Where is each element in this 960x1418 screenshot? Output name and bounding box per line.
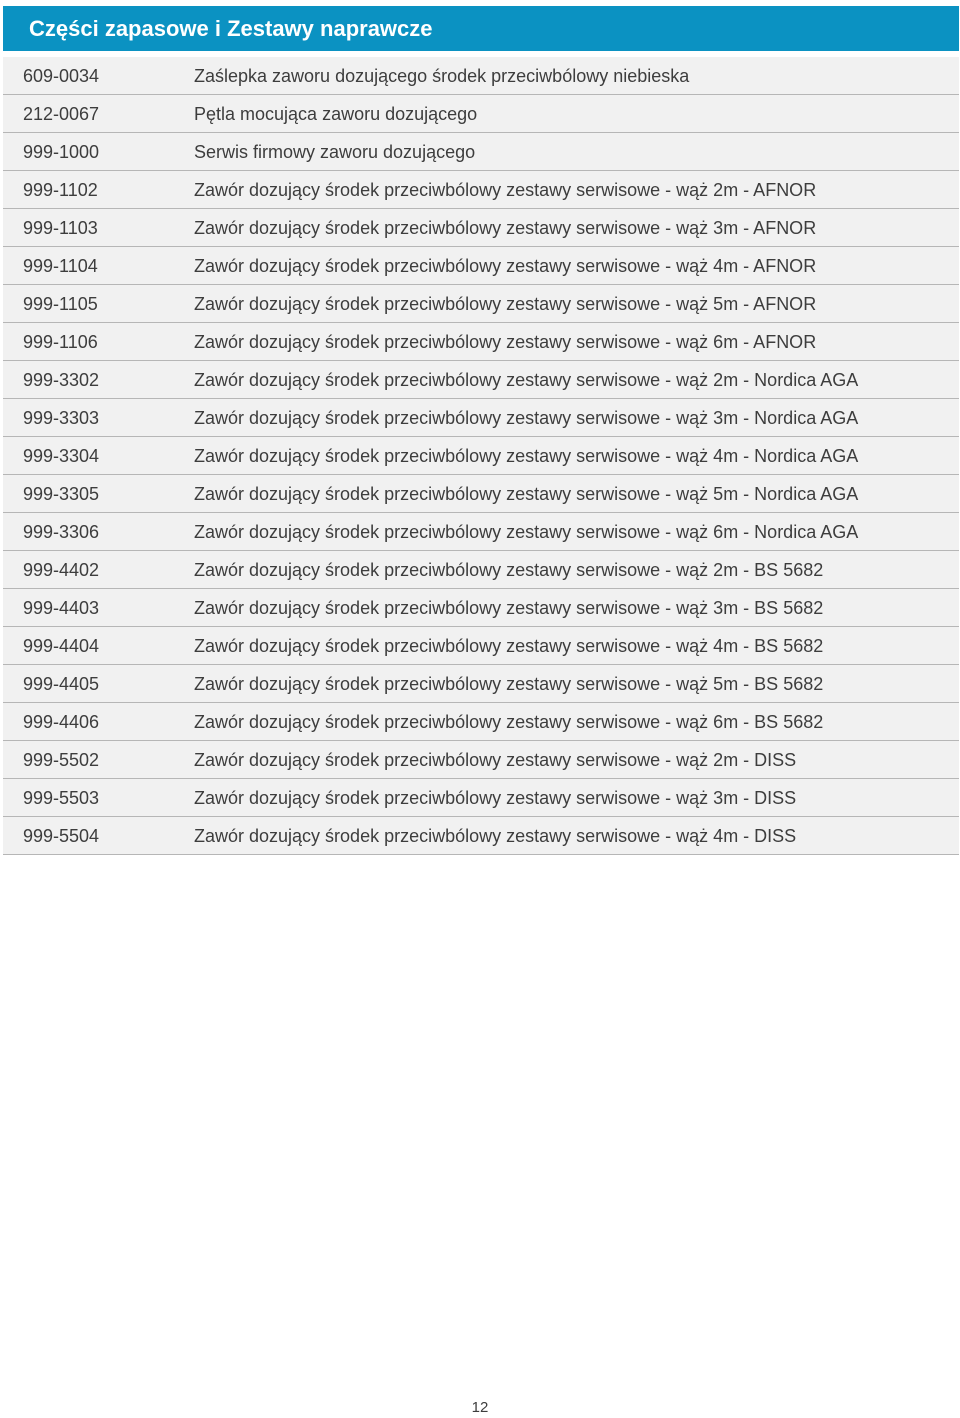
part-code: 999-3304 [23, 446, 100, 466]
table-row [3, 665, 959, 703]
part-description: Zawór dozujący środek przeciwbólowy zestawy serwisowe - wąż 3m - Nordica AGA [194, 408, 859, 428]
page-number: 12 [471, 1399, 489, 1416]
part-description: Zawór dozujący środek przeciwbólowy zestawy serwisowe - wąż 5m - BS 5682 [194, 674, 824, 694]
part-description: Zawór dozujący środek przeciwbólowy zestawy serwisowe - wąż 5m - Nordica AGA [194, 484, 859, 504]
part-code: 999-3305 [23, 484, 100, 504]
part-description: Zaślepka zaworu dozującego środek przeciwbólowy niebieska [194, 66, 690, 86]
table-row [3, 399, 959, 437]
part-code: 999-3303 [23, 408, 100, 428]
part-code: 999-1105 [23, 294, 98, 314]
part-description: Zawór dozujący środek przeciwbólowy zestawy serwisowe - wąż 5m - AFNOR [194, 294, 817, 314]
part-code: 999-1106 [23, 332, 98, 352]
table-row [3, 589, 959, 627]
part-description: Zawór dozujący środek przeciwbólowy zestawy serwisowe - wąż 4m - BS 5682 [194, 636, 824, 656]
table-row [3, 171, 959, 209]
part-description: Serwis firmowy zaworu dozującego [194, 142, 476, 162]
part-description: Zawór dozujący środek przeciwbólowy zestawy serwisowe - wąż 3m - DISS [194, 788, 797, 808]
part-code: 999-3306 [23, 522, 100, 542]
part-description: Zawór dozujący środek przeciwbólowy zestawy serwisowe - wąż 6m - BS 5682 [194, 712, 824, 732]
part-description: Zawór dozujący środek przeciwbólowy zestawy serwisowe - wąż 4m - Nordica AGA [194, 446, 859, 466]
table-row [3, 247, 959, 285]
table-row [3, 57, 959, 95]
part-description: Zawór dozujący środek przeciwbólowy zestawy serwisowe - wąż 3m - AFNOR [194, 218, 817, 238]
part-code: 212-0067 [23, 104, 100, 124]
part-code: 999-1104 [23, 256, 98, 276]
part-code: 999-1103 [23, 218, 98, 238]
table-row [3, 133, 959, 171]
table-row [3, 95, 959, 133]
table-row [3, 817, 959, 855]
part-code: 999-3302 [23, 370, 100, 390]
table-row [3, 779, 959, 817]
table-row [3, 323, 959, 361]
part-code: 999-4405 [23, 674, 100, 694]
table-row [3, 285, 959, 323]
table-row [3, 437, 959, 475]
section-title: Części zapasowe i Zestawy naprawcze [3, 6, 959, 51]
table-row [3, 703, 959, 741]
part-description: Zawór dozujący środek przeciwbólowy zestawy serwisowe - wąż 3m - BS 5682 [194, 598, 824, 618]
part-code: 999-1102 [23, 180, 98, 200]
part-description: Zawór dozujący środek przeciwbólowy zestawy serwisowe - wąż 2m - DISS [194, 750, 797, 770]
part-code: 999-5502 [23, 750, 100, 770]
part-code: 999-4406 [23, 712, 100, 732]
part-description: Pętla mocująca zaworu dozującego [194, 104, 478, 124]
part-description: Zawór dozujący środek przeciwbólowy zestawy serwisowe - wąż 2m - AFNOR [194, 180, 817, 200]
table-row [3, 513, 959, 551]
part-code: 609-0034 [23, 66, 100, 86]
parts-table [3, 57, 959, 855]
part-code: 999-4402 [23, 560, 100, 580]
part-description: Zawór dozujący środek przeciwbólowy zestawy serwisowe - wąż 2m - BS 5682 [194, 560, 824, 580]
part-code: 999-4403 [23, 598, 100, 618]
part-code: 999-5504 [23, 826, 100, 846]
part-description: Zawór dozujący środek przeciwbólowy zestawy serwisowe - wąż 4m - DISS [194, 826, 797, 846]
table-row [3, 627, 959, 665]
table-row [3, 209, 959, 247]
table-row [3, 741, 959, 779]
table-row [3, 361, 959, 399]
table-row [3, 551, 959, 589]
part-code: 999-5503 [23, 788, 100, 808]
part-description: Zawór dozujący środek przeciwbólowy zestawy serwisowe - wąż 6m - Nordica AGA [194, 522, 859, 542]
part-code: 999-4404 [23, 636, 100, 656]
part-description: Zawór dozujący środek przeciwbólowy zestawy serwisowe - wąż 2m - Nordica AGA [194, 370, 859, 390]
table-row [3, 475, 959, 513]
part-description: Zawór dozujący środek przeciwbólowy zestawy serwisowe - wąż 6m - AFNOR [194, 332, 817, 352]
part-description: Zawór dozujący środek przeciwbólowy zestawy serwisowe - wąż 4m - AFNOR [194, 256, 817, 276]
part-code: 999-1000 [23, 142, 100, 162]
